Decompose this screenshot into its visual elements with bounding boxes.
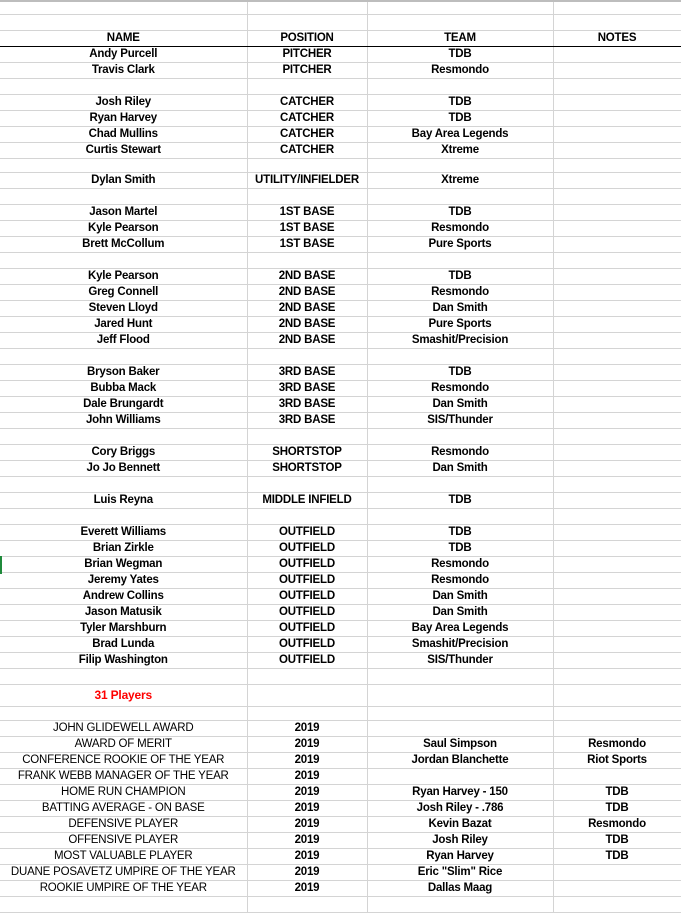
cell-notes[interactable] — [553, 365, 681, 381]
cell-name[interactable]: Kyle Pearson — [0, 269, 247, 285]
cell-notes[interactable] — [553, 47, 681, 63]
roster-row — [0, 127, 681, 143]
award-team[interactable] — [553, 881, 681, 897]
cell-name[interactable]: Brian Wegman — [0, 557, 247, 573]
header-team[interactable]: TEAM — [367, 31, 553, 47]
cell-position[interactable]: OUTFIELD — [247, 653, 367, 669]
award-team[interactable]: TDB — [553, 849, 681, 865]
cell-position[interactable]: 2ND BASE — [247, 285, 367, 301]
roster-row — [0, 541, 681, 557]
award-name[interactable]: ROOKIE UMPIRE OF THE YEAR — [0, 881, 247, 897]
award-team[interactable]: TDB — [553, 833, 681, 849]
award-team[interactable] — [553, 865, 681, 881]
award-year[interactable]: 2019 — [247, 721, 367, 737]
empty-cell[interactable] — [0, 897, 247, 913]
cell-name[interactable]: Dylan Smith — [0, 173, 247, 189]
cell-team[interactable]: Bay Area Legends — [367, 127, 553, 143]
award-year[interactable]: 2019 — [247, 817, 367, 833]
empty-cell[interactable] — [553, 79, 681, 95]
empty-cell[interactable] — [553, 509, 681, 525]
cell-position[interactable]: CATCHER — [247, 143, 367, 159]
award-row — [0, 769, 681, 785]
cell-name[interactable]: Cory Briggs — [0, 445, 247, 461]
cell-notes[interactable] — [553, 653, 681, 669]
cell-notes[interactable] — [553, 221, 681, 237]
cell-name[interactable]: Chad Mullins — [0, 127, 247, 143]
cell-name[interactable]: Jo Jo Bennett — [0, 461, 247, 477]
empty-cell[interactable] — [553, 159, 681, 173]
roster-row — [0, 63, 681, 79]
cell-position[interactable]: 3RD BASE — [247, 381, 367, 397]
roster-row — [0, 173, 681, 189]
cell-team[interactable]: TDB — [367, 111, 553, 127]
empty-cell[interactable] — [367, 189, 553, 205]
empty-cell[interactable] — [367, 707, 553, 721]
cell-notes[interactable] — [553, 525, 681, 541]
empty-cell[interactable] — [367, 429, 553, 445]
award-winner[interactable]: Ryan Harvey — [367, 849, 553, 865]
roster-row — [0, 269, 681, 285]
roster-row — [0, 557, 681, 573]
cell-position[interactable]: 3RD BASE — [247, 397, 367, 413]
cell-position[interactable]: OUTFIELD — [247, 557, 367, 573]
cell-name[interactable]: Jeremy Yates — [0, 573, 247, 589]
cell-notes[interactable] — [553, 589, 681, 605]
header-position[interactable]: POSITION — [247, 31, 367, 47]
cell-notes[interactable] — [553, 95, 681, 111]
empty-cell[interactable] — [0, 15, 247, 31]
cell-position[interactable]: PITCHER — [247, 63, 367, 79]
cell-team[interactable]: Dan Smith — [367, 301, 553, 317]
cell-team[interactable]: Pure Sports — [367, 317, 553, 333]
award-name[interactable]: DUANE POSAVETZ UMPIRE OF THE YEAR — [0, 865, 247, 881]
cell-team[interactable]: Xtreme — [367, 143, 553, 159]
cell-position[interactable]: UTILITY/INFIELDER — [247, 173, 367, 189]
cell-notes[interactable] — [553, 413, 681, 429]
cell-position[interactable]: CATCHER — [247, 111, 367, 127]
roster-row — [0, 445, 681, 461]
empty-cell[interactable] — [367, 897, 553, 913]
cell-position[interactable]: 1ST BASE — [247, 221, 367, 237]
empty-cell[interactable] — [247, 349, 367, 365]
cell-notes[interactable] — [553, 173, 681, 189]
cell-team[interactable]: SIS/Thunder — [367, 413, 553, 429]
empty-cell[interactable] — [247, 159, 367, 173]
empty-cell[interactable] — [0, 1, 247, 15]
player-count-row — [0, 685, 681, 707]
empty-row — [0, 477, 681, 493]
cell-team[interactable]: Resmondo — [367, 63, 553, 79]
cell-name[interactable]: Jared Hunt — [0, 317, 247, 333]
cell-name[interactable]: Josh Riley — [0, 95, 247, 111]
cell-name[interactable]: Kyle Pearson — [0, 221, 247, 237]
cell-name[interactable]: Jeff Flood — [0, 333, 247, 349]
award-name[interactable]: AWARD OF MERIT — [0, 737, 247, 753]
roster-row — [0, 111, 681, 127]
award-row — [0, 849, 681, 865]
empty-cell[interactable] — [553, 1, 681, 15]
empty-cell[interactable] — [553, 669, 681, 685]
award-team[interactable]: Resmondo — [553, 737, 681, 753]
empty-cell[interactable] — [553, 685, 681, 707]
cell-position[interactable]: OUTFIELD — [247, 541, 367, 557]
cell-team[interactable]: Xtreme — [367, 173, 553, 189]
empty-row — [0, 349, 681, 365]
empty-cell[interactable] — [247, 897, 367, 913]
cell-team[interactable]: Resmondo — [367, 573, 553, 589]
empty-cell[interactable] — [367, 685, 553, 707]
cell-team[interactable]: TDB — [367, 95, 553, 111]
cell-team[interactable]: Dan Smith — [367, 461, 553, 477]
roster-row — [0, 413, 681, 429]
cell-team[interactable]: Resmondo — [367, 557, 553, 573]
award-year[interactable]: 2019 — [247, 785, 367, 801]
empty-row — [0, 897, 681, 913]
empty-cell[interactable] — [553, 15, 681, 31]
cell-notes[interactable] — [553, 397, 681, 413]
empty-cell[interactable] — [553, 477, 681, 493]
cell-name[interactable]: Andrew Collins — [0, 589, 247, 605]
empty-cell[interactable] — [0, 253, 247, 269]
roster-row — [0, 143, 681, 159]
award-name[interactable]: HOME RUN CHAMPION — [0, 785, 247, 801]
cell-team[interactable]: TDB — [367, 47, 553, 63]
empty-cell[interactable] — [553, 253, 681, 269]
cell-team[interactable]: Dan Smith — [367, 605, 553, 621]
roster-row — [0, 47, 681, 63]
cell-position[interactable]: SHORTSTOP — [247, 461, 367, 477]
roster-row — [0, 605, 681, 621]
empty-row — [0, 509, 681, 525]
empty-cell[interactable] — [0, 189, 247, 205]
roster-row — [0, 381, 681, 397]
empty-cell[interactable] — [247, 707, 367, 721]
cell-position[interactable]: OUTFIELD — [247, 605, 367, 621]
cell-notes[interactable] — [553, 285, 681, 301]
empty-row — [0, 159, 681, 173]
award-team[interactable] — [553, 721, 681, 737]
roster-row — [0, 301, 681, 317]
empty-cell[interactable] — [0, 349, 247, 365]
roster-row — [0, 317, 681, 333]
cell-name[interactable]: Ryan Harvey — [0, 111, 247, 127]
award-team[interactable]: TDB — [553, 801, 681, 817]
cell-position[interactable]: 2ND BASE — [247, 333, 367, 349]
empty-cell[interactable] — [367, 1, 553, 15]
cell-position[interactable]: PITCHER — [247, 47, 367, 63]
cell-name[interactable]: Brad Lunda — [0, 637, 247, 653]
cell-notes[interactable] — [553, 605, 681, 621]
roster-row — [0, 653, 681, 669]
award-name[interactable]: OFFENSIVE PLAYER — [0, 833, 247, 849]
cell-notes[interactable] — [553, 445, 681, 461]
cell-name[interactable]: Dale Brungardt — [0, 397, 247, 413]
cell-notes[interactable] — [553, 461, 681, 477]
cell-name[interactable]: Andy Purcell — [0, 47, 247, 63]
roster-row — [0, 589, 681, 605]
cell-name[interactable]: Brian Zirkle — [0, 541, 247, 557]
cell-name[interactable]: Curtis Stewart — [0, 143, 247, 159]
cell-position[interactable]: OUTFIELD — [247, 589, 367, 605]
cell-position[interactable]: 3RD BASE — [247, 413, 367, 429]
header-name[interactable]: NAME — [0, 31, 247, 47]
award-winner[interactable] — [367, 769, 553, 785]
award-year[interactable]: 2019 — [247, 801, 367, 817]
empty-cell[interactable] — [247, 477, 367, 493]
roster-row — [0, 397, 681, 413]
cell-name[interactable]: Everett Williams — [0, 525, 247, 541]
cell-team[interactable]: TDB — [367, 493, 553, 509]
award-row — [0, 785, 681, 801]
cell-team[interactable]: Smashit/Precision — [367, 637, 553, 653]
cell-position[interactable]: 1ST BASE — [247, 237, 367, 253]
empty-cell[interactable] — [367, 349, 553, 365]
empty-cell[interactable] — [367, 253, 553, 269]
cell-team[interactable]: Resmondo — [367, 285, 553, 301]
cell-team[interactable]: TDB — [367, 541, 553, 557]
cell-name[interactable]: John Williams — [0, 413, 247, 429]
empty-row — [0, 189, 681, 205]
cell-position[interactable]: MIDDLE INFIELD — [247, 493, 367, 509]
empty-cell[interactable] — [247, 685, 367, 707]
cell-name[interactable]: Tyler Marshburn — [0, 621, 247, 637]
cell-name[interactable]: Jason Martel — [0, 205, 247, 221]
empty-cell[interactable] — [0, 707, 247, 721]
cell-notes[interactable] — [553, 573, 681, 589]
cell-notes[interactable] — [553, 621, 681, 637]
cell-name[interactable]: Bubba Mack — [0, 381, 247, 397]
cell-team[interactable]: Dan Smith — [367, 589, 553, 605]
award-row — [0, 753, 681, 769]
cell-name[interactable]: Steven Lloyd — [0, 301, 247, 317]
cell-team[interactable]: TDB — [367, 365, 553, 381]
award-name[interactable]: CONFERENCE ROOKIE OF THE YEAR — [0, 753, 247, 769]
empty-cell[interactable] — [247, 1, 367, 15]
award-row — [0, 817, 681, 833]
roster-row — [0, 525, 681, 541]
empty-cell[interactable] — [0, 477, 247, 493]
empty-row — [0, 429, 681, 445]
cell-name[interactable]: Luis Reyna — [0, 493, 247, 509]
award-year[interactable]: 2019 — [247, 881, 367, 897]
award-winner[interactable] — [367, 721, 553, 737]
award-name[interactable]: MOST VALUABLE PLAYER — [0, 849, 247, 865]
cell-notes[interactable] — [553, 493, 681, 509]
cell-name[interactable]: Jason Matusik — [0, 605, 247, 621]
empty-cell[interactable] — [247, 253, 367, 269]
cell-notes[interactable] — [553, 205, 681, 221]
award-row — [0, 737, 681, 753]
roster-row — [0, 637, 681, 653]
cell-notes[interactable] — [553, 143, 681, 159]
roster-row — [0, 205, 681, 221]
cell-position[interactable]: 2ND BASE — [247, 269, 367, 285]
empty-cell[interactable] — [367, 509, 553, 525]
roster-row — [0, 333, 681, 349]
empty-cell[interactable] — [247, 189, 367, 205]
cell-position[interactable]: CATCHER — [247, 95, 367, 111]
empty-cell[interactable] — [553, 897, 681, 913]
empty-row — [0, 707, 681, 721]
award-year[interactable]: 2019 — [247, 737, 367, 753]
roster-row — [0, 221, 681, 237]
empty-row — [0, 79, 681, 95]
empty-cell[interactable] — [367, 79, 553, 95]
award-winner[interactable]: Dallas Maag — [367, 881, 553, 897]
award-row — [0, 881, 681, 897]
cell-position[interactable]: OUTFIELD — [247, 621, 367, 637]
award-name[interactable]: DEFENSIVE PLAYER — [0, 817, 247, 833]
cell-notes[interactable] — [553, 317, 681, 333]
award-winner[interactable]: Josh Riley - .786 — [367, 801, 553, 817]
cell-position[interactable]: SHORTSTOP — [247, 445, 367, 461]
empty-cell[interactable] — [553, 349, 681, 365]
award-row — [0, 833, 681, 849]
cell-team[interactable]: TDB — [367, 269, 553, 285]
roster-row — [0, 285, 681, 301]
cell-team[interactable]: TDB — [367, 525, 553, 541]
award-year[interactable]: 2019 — [247, 865, 367, 881]
cell-position[interactable]: OUTFIELD — [247, 573, 367, 589]
empty-cell[interactable] — [247, 509, 367, 525]
empty-cell[interactable] — [0, 509, 247, 525]
award-winner[interactable]: Eric "Slim" Rice — [367, 865, 553, 881]
empty-cell[interactable] — [367, 15, 553, 31]
award-name[interactable]: JOHN GLIDEWELL AWARD — [0, 721, 247, 737]
cell-notes[interactable] — [553, 301, 681, 317]
cell-team[interactable]: Bay Area Legends — [367, 621, 553, 637]
roster-row — [0, 461, 681, 477]
cell-team[interactable]: TDB — [367, 205, 553, 221]
empty-cell[interactable] — [247, 429, 367, 445]
award-winner[interactable]: Kevin Bazat — [367, 817, 553, 833]
empty-row — [0, 669, 681, 685]
empty-cell[interactable] — [247, 669, 367, 685]
cell-notes[interactable] — [553, 541, 681, 557]
cell-notes[interactable] — [553, 63, 681, 79]
award-row — [0, 721, 681, 737]
header-notes[interactable]: NOTES — [553, 31, 681, 47]
empty-cell[interactable] — [553, 429, 681, 445]
empty-cell[interactable] — [0, 79, 247, 95]
cell-position[interactable]: OUTFIELD — [247, 637, 367, 653]
header-row — [0, 31, 681, 47]
cell-notes[interactable] — [553, 127, 681, 143]
award-team[interactable]: TDB — [553, 785, 681, 801]
award-team[interactable]: Resmondo — [553, 817, 681, 833]
roster-row — [0, 573, 681, 589]
roster-row — [0, 237, 681, 253]
cell-notes[interactable] — [553, 269, 681, 285]
cell-team[interactable]: Smashit/Precision — [367, 333, 553, 349]
award-name[interactable]: BATTING AVERAGE - ON BASE — [0, 801, 247, 817]
cell-notes[interactable] — [553, 557, 681, 573]
roster-row — [0, 621, 681, 637]
empty-cell[interactable] — [367, 477, 553, 493]
cell-name[interactable]: Travis Clark — [0, 63, 247, 79]
player-count[interactable]: 31 Players — [0, 685, 247, 707]
cell-name[interactable]: Greg Connell — [0, 285, 247, 301]
cell-notes[interactable] — [553, 111, 681, 127]
award-name[interactable]: FRANK WEBB MANAGER OF THE YEAR — [0, 769, 247, 785]
roster-row — [0, 493, 681, 509]
empty-cell[interactable] — [247, 15, 367, 31]
award-winner[interactable]: Josh Riley — [367, 833, 553, 849]
roster-row — [0, 365, 681, 381]
cell-position[interactable]: CATCHER — [247, 127, 367, 143]
cell-notes[interactable] — [553, 237, 681, 253]
empty-cell[interactable] — [553, 189, 681, 205]
empty-row — [0, 253, 681, 269]
cell-position[interactable]: 3RD BASE — [247, 365, 367, 381]
green-edge-marker — [0, 556, 2, 574]
cell-position[interactable]: OUTFIELD — [247, 525, 367, 541]
cell-team[interactable]: SIS/Thunder — [367, 653, 553, 669]
empty-row — [0, 15, 681, 31]
award-year[interactable]: 2019 — [247, 833, 367, 849]
roster-row — [0, 95, 681, 111]
empty-cell[interactable] — [0, 159, 247, 173]
award-winner[interactable]: Jordan Blanchette — [367, 753, 553, 769]
cell-team[interactable]: Resmondo — [367, 221, 553, 237]
award-row — [0, 801, 681, 817]
empty-cell[interactable] — [0, 429, 247, 445]
cell-name[interactable]: Filip Washington — [0, 653, 247, 669]
award-year[interactable]: 2019 — [247, 849, 367, 865]
cell-position[interactable]: 2ND BASE — [247, 301, 367, 317]
empty-cell[interactable] — [247, 79, 367, 95]
empty-row — [0, 1, 681, 15]
cell-name[interactable]: Brett McCollum — [0, 237, 247, 253]
award-winner[interactable]: Ryan Harvey - 150 — [367, 785, 553, 801]
award-winner[interactable]: Saul Simpson — [367, 737, 553, 753]
cell-team[interactable]: Dan Smith — [367, 397, 553, 413]
award-year[interactable]: 2019 — [247, 753, 367, 769]
empty-cell[interactable] — [553, 707, 681, 721]
award-year[interactable]: 2019 — [247, 769, 367, 785]
cell-notes[interactable] — [553, 637, 681, 653]
cell-name[interactable]: Bryson Baker — [0, 365, 247, 381]
empty-cell[interactable] — [367, 669, 553, 685]
cell-team[interactable]: Resmondo — [367, 381, 553, 397]
cell-notes[interactable] — [553, 381, 681, 397]
award-team[interactable]: Riot Sports — [553, 753, 681, 769]
empty-cell[interactable] — [367, 159, 553, 173]
cell-team[interactable]: Pure Sports — [367, 237, 553, 253]
cell-team[interactable]: Resmondo — [367, 445, 553, 461]
cell-position[interactable]: 2ND BASE — [247, 317, 367, 333]
award-team[interactable] — [553, 769, 681, 785]
cell-notes[interactable] — [553, 333, 681, 349]
empty-cell[interactable] — [0, 669, 247, 685]
cell-position[interactable]: 1ST BASE — [247, 205, 367, 221]
award-row — [0, 865, 681, 881]
